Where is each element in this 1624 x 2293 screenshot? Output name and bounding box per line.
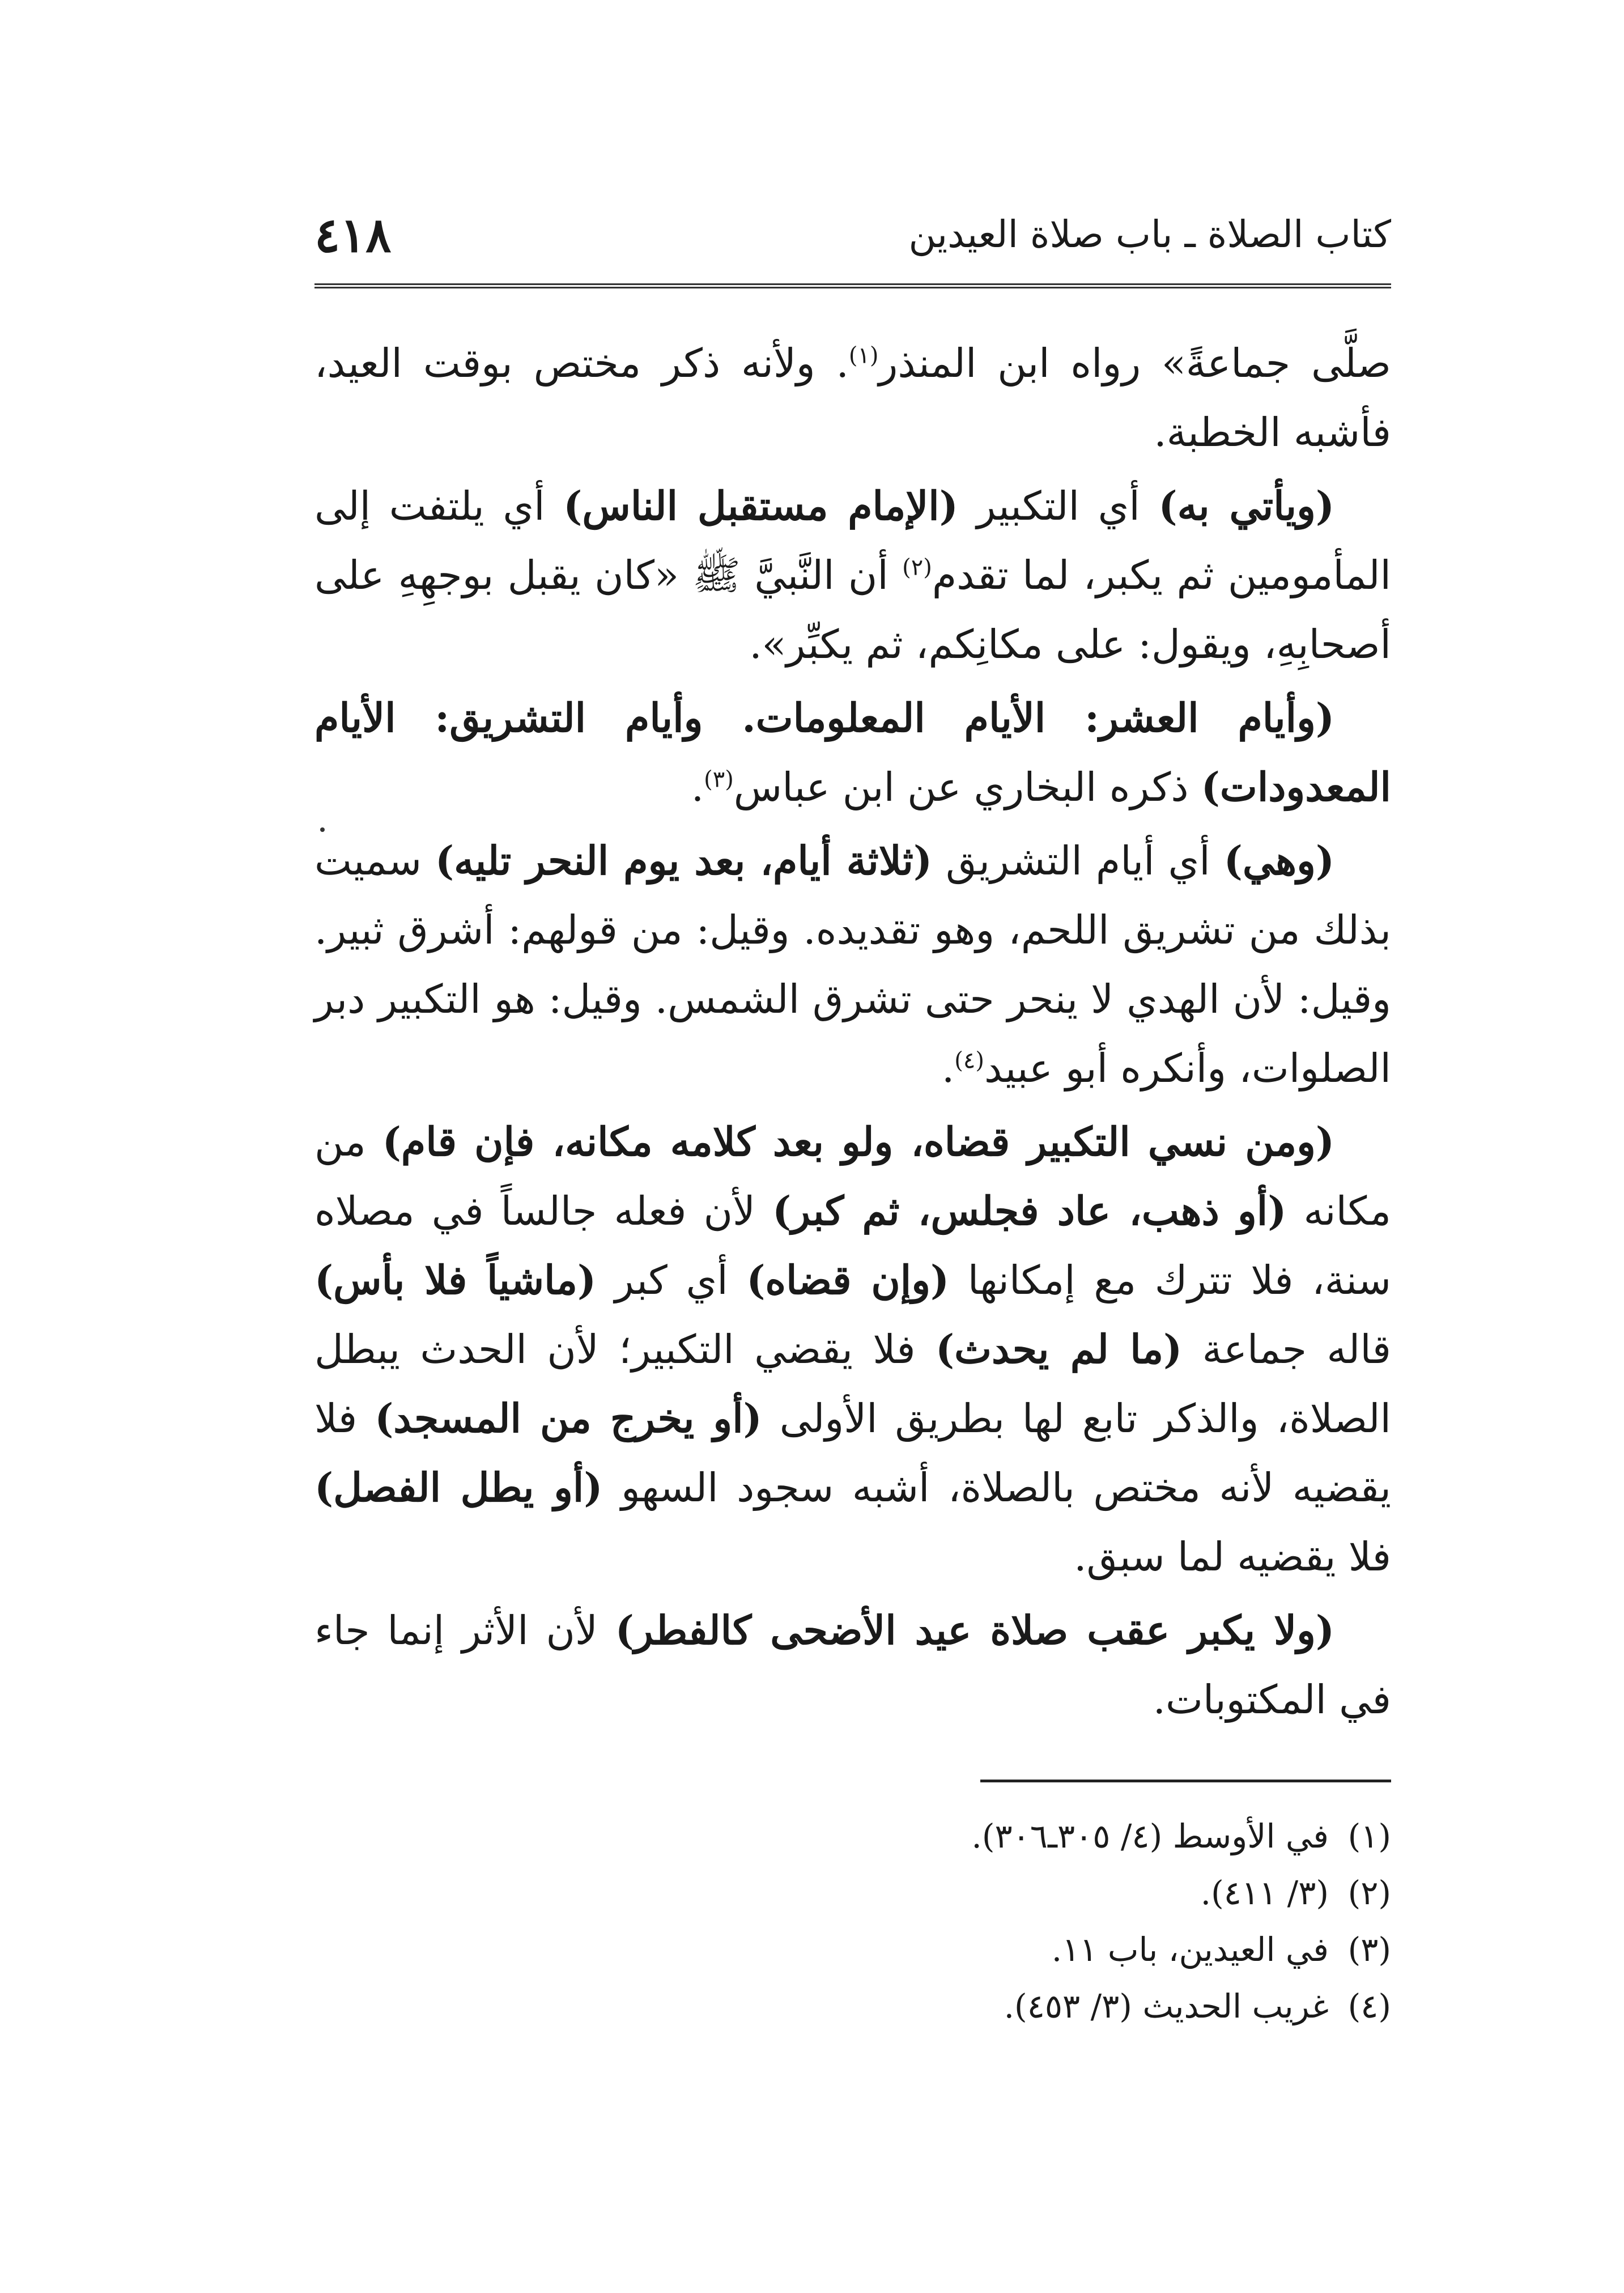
sharh-text: أي التكبير bbox=[958, 483, 1159, 529]
page-number: ٤١٨ bbox=[314, 207, 392, 263]
matn-text: (ما لم يحدث) bbox=[936, 1326, 1183, 1373]
footnote bbox=[680, 1865, 1391, 1921]
sharh-text: أن النَّبيَّ ﷺ «كان يقبل بوجهِهِ على أصحابِهِ، ويقول: على مكانِكم، ثم يكبِّر». bbox=[314, 552, 1391, 668]
footnote-ref: (٢) bbox=[902, 554, 932, 581]
footnote-text: غريب الحديث (٣/ ٤٥٣). bbox=[1004, 1987, 1329, 2026]
sharh-text: . ولأنه ذكر مختص بوقت العيد، فأشبه الخطبة. bbox=[314, 340, 1391, 456]
sharh-text: من مكانه bbox=[314, 1119, 1392, 1234]
matn-text: (أو يطل الفصل) bbox=[314, 1464, 603, 1511]
footnote-number: (٤) bbox=[1347, 1987, 1391, 2026]
sharh-text: قاله جماعة bbox=[1182, 1326, 1392, 1373]
footnote-ref: (٣) bbox=[704, 766, 734, 793]
running-title: كتاب الصلاة ـ باب صلاة العيدين bbox=[908, 213, 1391, 256]
matn-text: (ولا يكبر عقب صلاة عيد الأضحى كالفطر) bbox=[615, 1607, 1334, 1654]
matn-text: (وإن قضاه) bbox=[746, 1256, 950, 1303]
matn-text: (أو يخرج من المسجد) bbox=[375, 1395, 762, 1442]
sharh-text: أي يلتفت إلى المأمومين ثم يكبر، لما تقدم bbox=[314, 483, 1391, 598]
sharh-text: . bbox=[941, 1045, 955, 1092]
footnote bbox=[680, 1978, 1391, 2035]
matn-text: (ومن نسي التكبير قضاه، ولو بعد كلامه مكانه، فإن قام) bbox=[382, 1118, 1334, 1165]
paragraph bbox=[314, 826, 1391, 1103]
sharh-text: فلا يقضيه لما سبق. bbox=[1074, 1534, 1391, 1580]
footnote-text: في الأوسط (٤/ ٣٠٥ـ٣٠٦). bbox=[971, 1817, 1329, 1855]
sharh-text: . bbox=[691, 764, 704, 810]
paragraph bbox=[314, 683, 1391, 822]
sharh-text: لأن الأثر إنما جاء في المكتوبات. bbox=[314, 1607, 1391, 1723]
paragraph bbox=[314, 1596, 1391, 1734]
matn-text: (ويأتي به) bbox=[1158, 482, 1334, 529]
header-divider bbox=[314, 283, 1391, 288]
sharh-text: ذكره البخاري عن ابن عباس bbox=[733, 764, 1201, 810]
sharh-text: أي كبر bbox=[596, 1257, 747, 1303]
paragraph bbox=[314, 472, 1391, 679]
matn-text: (وأيام العشر: الأيام المعلومات. وأيام التشريق: الأيام المعدودات) bbox=[314, 694, 1391, 810]
footnote-divider bbox=[980, 1780, 1391, 1782]
footnote-text: في العيدين، باب ١١. bbox=[1051, 1930, 1329, 1969]
page-header bbox=[314, 207, 1391, 275]
main-text bbox=[314, 329, 1391, 1734]
footnote-number: (٣) bbox=[1347, 1930, 1391, 1969]
footnote-ref: (١) bbox=[848, 342, 879, 369]
matn-text: (الإمام مستقبل الناس) bbox=[563, 482, 958, 529]
footnote-number: (٢) bbox=[1347, 1874, 1391, 1912]
footnote-ref: (٤) bbox=[954, 1047, 984, 1074]
sharh-text: سميت بذلك من تشريق اللحم، وهو تقديده. وقيل: من قولهم: أشرق ثبير. وقيل: لأن الهدي لا ينحر حتى تشرق الشمس. وقيل: هو التكبير دبر الصلوات، وأنكره أبو عبيد bbox=[314, 838, 1391, 1092]
matn-text: (ماشياً فلا بأس) bbox=[314, 1256, 597, 1303]
paragraph bbox=[314, 329, 1391, 467]
matn-text: (وهي) bbox=[1223, 837, 1335, 884]
sharh-text: فلا يقضي التكبير؛ لأن الحدث يبطل الصلاة، والذكر تابع لها بطريق الأولى bbox=[314, 1326, 1391, 1442]
matn-text: (أو ذهب، عاد فجلس، ثم كبر) bbox=[772, 1187, 1287, 1234]
sharh-text: فلا يقضيه لأنه مختص بالصلاة، أشبه سجود السهو bbox=[314, 1395, 1391, 1511]
sharh-text: أي أيام التشريق bbox=[932, 838, 1224, 884]
paragraph bbox=[314, 1107, 1391, 1591]
sharh-text: صلَّى جماعةً» رواه ابن المنذر bbox=[878, 340, 1391, 387]
footnote bbox=[680, 1808, 1391, 1865]
footnotes bbox=[680, 1808, 1391, 2035]
footnote-number: (١) bbox=[1347, 1817, 1391, 1855]
matn-text: (ثلاثة أيام، بعد يوم النحر تليه) bbox=[435, 837, 933, 884]
footnote-text: (٣/ ٤١١). bbox=[1200, 1874, 1329, 1912]
sharh-text: لأن فعله جالساً في مصلاه سنة، فلا تترك مع إمكانها bbox=[314, 1188, 1392, 1303]
stray-dot-mark bbox=[320, 827, 325, 832]
footnote bbox=[680, 1921, 1391, 1978]
